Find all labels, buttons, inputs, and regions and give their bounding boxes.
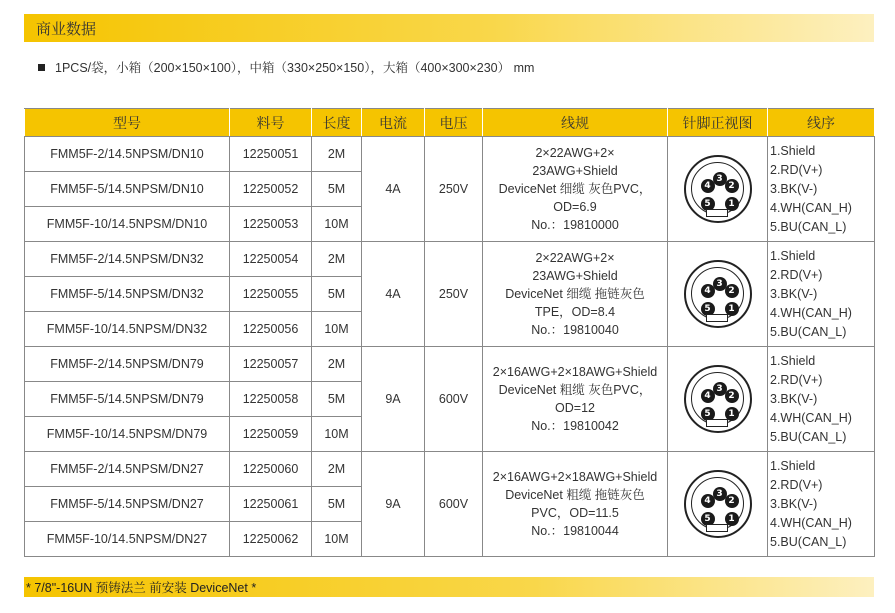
model-cell: FMM5F-10/14.5NPSM/DN27	[25, 522, 230, 557]
cable-spec-line: 23AWG+Shield	[532, 269, 618, 283]
cable-spec-line: 2×22AWG+2×	[535, 146, 615, 160]
col-header-pinout: 针脚正视图	[668, 109, 768, 137]
five-pin-connector-icon	[684, 155, 752, 223]
pin-5-icon: 5	[701, 512, 715, 526]
part-number-cell: 12250061	[230, 487, 312, 522]
cable-spec-line: DeviceNet 粗缆 灰色PVC，	[498, 383, 652, 397]
voltage-cell: 600V	[425, 347, 483, 452]
pin-4-icon: 4	[701, 179, 715, 193]
wire-line: 1.Shield	[770, 248, 816, 263]
table-body	[25, 137, 875, 557]
current-cell: 4A	[362, 242, 425, 347]
pin-2-icon: 2	[725, 284, 739, 298]
wire-line: 4.WH(CAN_H)	[770, 410, 852, 425]
wire-line: 1.Shield	[770, 458, 816, 473]
pin-3-icon: 3	[713, 382, 727, 396]
pin-3-icon: 3	[713, 277, 727, 291]
col-header-length: 长度	[312, 109, 362, 137]
wiring-cell	[768, 242, 875, 347]
model-cell: FMM5F-2/14.5NPSM/DN32	[25, 242, 230, 277]
part-number-cell: 12250054	[230, 242, 312, 277]
table-row	[25, 242, 875, 277]
wiring-cell	[768, 347, 875, 452]
model-cell: FMM5F-2/14.5NPSM/DN10	[25, 137, 230, 172]
wire-line: 3.BK(V-)	[770, 286, 818, 301]
length-cell: 10M	[312, 522, 362, 557]
cable-spec-line: No.：19810044	[531, 524, 619, 538]
wire-line: 3.BK(V-)	[770, 496, 818, 511]
model-cell: FMM5F-5/14.5NPSM/DN10	[25, 172, 230, 207]
pin-5-icon: 5	[701, 407, 715, 421]
packing-text: 1PCS/袋，小箱（200×150×100），中箱（330×250×150），大箱（400×300×230） mm	[55, 61, 535, 75]
pin-3-icon: 3	[713, 487, 727, 501]
wire-line: 4.WH(CAN_H)	[770, 200, 852, 215]
wire-line: 5.BU(CAN_L)	[770, 429, 847, 444]
part-number-cell: 12250053	[230, 207, 312, 242]
length-cell: 2M	[312, 242, 362, 277]
wire-line: 3.BK(V-)	[770, 181, 818, 196]
bullet-icon	[38, 64, 45, 71]
length-cell: 5M	[312, 382, 362, 417]
connector-face	[691, 267, 744, 320]
section-title: 商业数据	[36, 20, 97, 38]
model-cell: FMM5F-5/14.5NPSM/DN27	[25, 487, 230, 522]
pinout-cell	[668, 242, 768, 347]
cable-spec-line: No.：19810042	[531, 419, 619, 433]
packing-info	[38, 58, 534, 76]
part-number-cell: 12250057	[230, 347, 312, 382]
wire-line: 1.Shield	[770, 143, 816, 158]
connector-face	[691, 162, 744, 215]
part-number-cell: 12250059	[230, 417, 312, 452]
cable-spec-line: No.：19810000	[531, 218, 619, 232]
model-cell: FMM5F-10/14.5NPSM/DN10	[25, 207, 230, 242]
connector-face	[691, 372, 744, 425]
footer-note-bar	[24, 577, 874, 597]
table-header-row	[25, 109, 875, 137]
length-cell: 5M	[312, 487, 362, 522]
wire-line: 1.Shield	[770, 353, 816, 368]
table-row	[25, 347, 875, 382]
model-cell: FMM5F-2/14.5NPSM/DN79	[25, 347, 230, 382]
voltage-cell: 600V	[425, 452, 483, 557]
part-number-cell: 12250051	[230, 137, 312, 172]
length-cell: 10M	[312, 417, 362, 452]
current-cell: 9A	[362, 347, 425, 452]
length-cell: 2M	[312, 347, 362, 382]
model-cell: FMM5F-10/14.5NPSM/DN32	[25, 312, 230, 347]
wire-line: 2.RD(V+)	[770, 267, 823, 282]
pin-3-icon: 3	[713, 172, 727, 186]
wire-line: 5.BU(CAN_L)	[770, 219, 847, 234]
connector-key-icon	[706, 524, 728, 532]
connector-face	[691, 477, 744, 530]
part-number-cell: 12250055	[230, 277, 312, 312]
table-row	[25, 452, 875, 487]
voltage-cell: 250V	[425, 242, 483, 347]
col-header-current: 电流	[362, 109, 425, 137]
cable-spec-cell	[483, 242, 668, 347]
part-number-cell: 12250052	[230, 172, 312, 207]
connector-key-icon	[706, 209, 728, 217]
cable-spec-cell	[483, 347, 668, 452]
cable-spec-line: DeviceNet 细缆 拖链灰色	[505, 287, 645, 301]
cable-spec-line: No.：19810040	[531, 323, 619, 337]
pin-1-icon: 1	[725, 407, 739, 421]
wire-line: 5.BU(CAN_L)	[770, 324, 847, 339]
voltage-cell: 250V	[425, 137, 483, 242]
length-cell: 10M	[312, 207, 362, 242]
cable-spec-line: 2×16AWG+2×18AWG+Shield	[492, 470, 658, 484]
current-cell: 4A	[362, 137, 425, 242]
wire-line: 4.WH(CAN_H)	[770, 305, 852, 320]
pin-4-icon: 4	[701, 389, 715, 403]
five-pin-connector-icon	[684, 365, 752, 433]
part-number-cell: 12250060	[230, 452, 312, 487]
pin-5-icon: 5	[701, 197, 715, 211]
length-cell: 2M	[312, 137, 362, 172]
pin-4-icon: 4	[701, 284, 715, 298]
pinout-cell	[668, 347, 768, 452]
length-cell: 5M	[312, 172, 362, 207]
cable-spec-line: OD=12	[555, 401, 595, 415]
five-pin-connector-icon	[684, 260, 752, 328]
cable-spec-cell	[483, 137, 668, 242]
wire-line: 4.WH(CAN_H)	[770, 515, 852, 530]
cable-spec-line: PVC，OD=11.5	[531, 506, 619, 520]
pin-1-icon: 1	[725, 302, 739, 316]
wire-line: 3.BK(V-)	[770, 391, 818, 406]
pin-2-icon: 2	[725, 494, 739, 508]
wire-line: 5.BU(CAN_L)	[770, 534, 847, 549]
length-cell: 2M	[312, 452, 362, 487]
five-pin-connector-icon	[684, 470, 752, 538]
cable-spec-line: 23AWG+Shield	[532, 164, 618, 178]
length-cell: 5M	[312, 277, 362, 312]
connector-key-icon	[706, 419, 728, 427]
wiring-cell	[768, 137, 875, 242]
pin-4-icon: 4	[701, 494, 715, 508]
cable-spec-line: 2×22AWG+2×	[535, 251, 615, 265]
pin-2-icon: 2	[725, 389, 739, 403]
footer-note: * 7/8"-16UN 预铸法兰 前安装 DeviceNet *	[26, 581, 257, 595]
wire-line: 2.RD(V+)	[770, 477, 823, 492]
col-header-part: 料号	[230, 109, 312, 137]
table-row	[25, 137, 875, 172]
cable-spec-line: TPE，OD=8.4	[534, 305, 616, 319]
wire-line: 2.RD(V+)	[770, 372, 823, 387]
part-number-cell: 12250058	[230, 382, 312, 417]
section-header	[24, 14, 874, 42]
pin-1-icon: 1	[725, 512, 739, 526]
col-header-cable: 线规	[483, 109, 668, 137]
model-cell: FMM5F-2/14.5NPSM/DN27	[25, 452, 230, 487]
cable-spec-cell	[483, 452, 668, 557]
wiring-cell	[768, 452, 875, 557]
model-cell: FMM5F-5/14.5NPSM/DN79	[25, 382, 230, 417]
part-number-cell: 12250056	[230, 312, 312, 347]
cable-spec-line: DeviceNet 细缆 灰色PVC，	[498, 182, 652, 196]
length-cell: 10M	[312, 312, 362, 347]
pin-1-icon: 1	[725, 197, 739, 211]
cable-spec-line: 2×16AWG+2×18AWG+Shield	[492, 365, 658, 379]
current-cell: 9A	[362, 452, 425, 557]
col-header-wiring: 线序	[768, 109, 875, 137]
spec-table	[24, 108, 875, 557]
model-cell: FMM5F-10/14.5NPSM/DN79	[25, 417, 230, 452]
pinout-cell	[668, 137, 768, 242]
pin-5-icon: 5	[701, 302, 715, 316]
cable-spec-line: DeviceNet 粗缆 拖链灰色	[505, 488, 645, 502]
wire-line: 2.RD(V+)	[770, 162, 823, 177]
part-number-cell: 12250062	[230, 522, 312, 557]
connector-key-icon	[706, 314, 728, 322]
pinout-cell	[668, 452, 768, 557]
cable-spec-line: OD=6.9	[553, 200, 597, 214]
pin-2-icon: 2	[725, 179, 739, 193]
model-cell: FMM5F-5/14.5NPSM/DN32	[25, 277, 230, 312]
col-header-model: 型号	[25, 109, 230, 137]
col-header-voltage: 电压	[425, 109, 483, 137]
